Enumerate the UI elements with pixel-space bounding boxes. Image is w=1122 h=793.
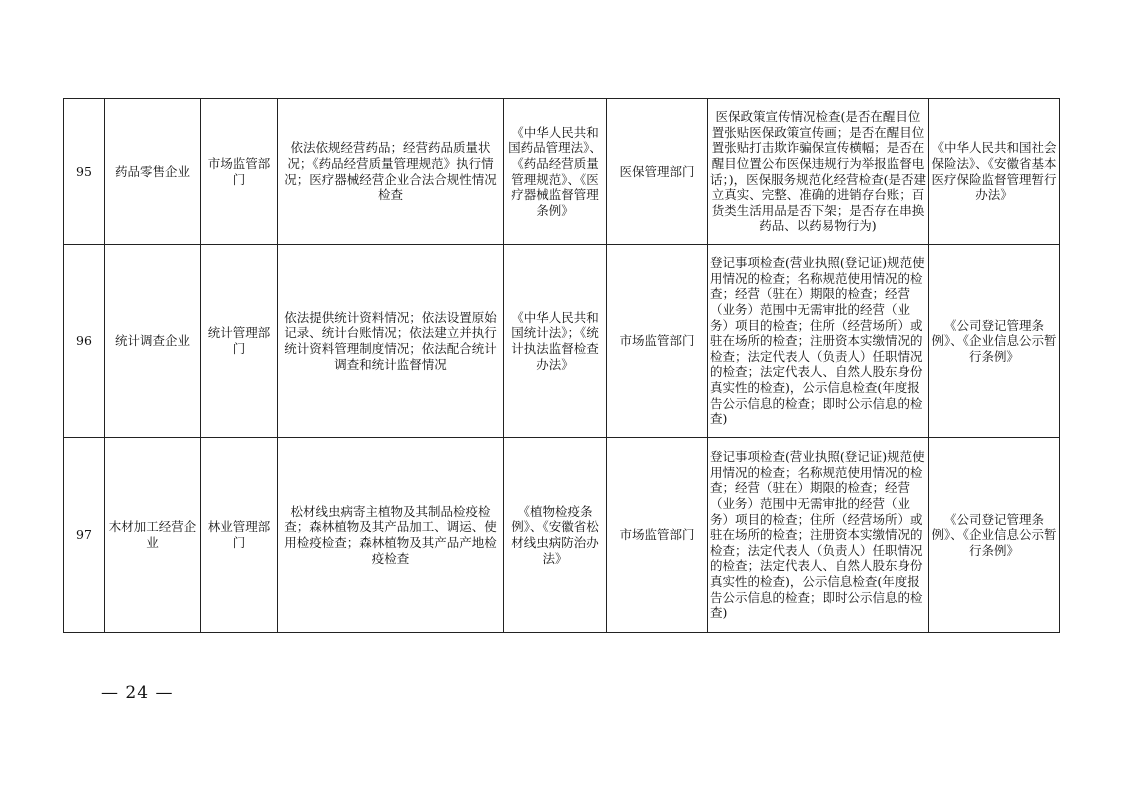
responsible-department: 市场监管部门	[201, 99, 278, 245]
joint-legal-basis: 《公司登记管理条例》、《企业信息公示暂行条例》	[929, 245, 1060, 438]
legal-basis: 《植物检疫条例》、《安徽省松材线虫病防治办法》	[504, 438, 607, 633]
inspection-content: 依法依规经营药品；经营药品质量状况；《药品经营质量管理规范》执行情况；医疗器械经营企业合法合规性情况检查	[278, 99, 504, 245]
joint-department: 市场监管部门	[607, 245, 708, 438]
joint-legal-basis: 《中华人民共和国社会保险法》、《安徽省基本医疗保险监督管理暂行办法》	[929, 99, 1060, 245]
responsible-department: 林业管理部门	[201, 438, 278, 633]
joint-inspection-content: 医保政策宣传情况检查(是否在醒目位置张贴医保政策宣传画；是否在醒目位置张贴打击欺诈骗保宣传横幅；是否在醒目位置公布医保违规行为举报监督电话；)，医保服务规范化经营检查(是否建立真实、完整、准确的进销存台账；百货类生活用品是否下架；是否存在串换药品、以药易物行为)	[708, 99, 929, 245]
row-number: 95	[64, 99, 105, 245]
legal-basis: 《中华人民共和国药品管理法》、《药品经营质量管理规范》、《医疗器械监督管理条例》	[504, 99, 607, 245]
legal-basis: 《中华人民共和国统计法》；《统计执法监督检查办法》	[504, 245, 607, 438]
enterprise-type: 统计调查企业	[105, 245, 201, 438]
joint-legal-basis: 《公司登记管理条例》、《企业信息公示暂行条例》	[929, 438, 1060, 633]
joint-inspection-content: 登记事项检查(营业执照(登记证)规范使用情况的检查；名称规范使用情况的检查；经营（驻在）期限的检查；经营（业务）范围中无需审批的经营（业务）项目的检查；住所（经营场所）或驻在场所的检查；注册资本实缴情况的检查；法定代表人（负责人）任职情况的检查；法定代表人、自然人股东身份真实性的检查)，公示信息检查(年度报告公示信息的检查；即时公示信息的检查)	[708, 438, 929, 633]
joint-department: 市场监管部门	[607, 438, 708, 633]
page-number: — 24 —	[101, 683, 174, 703]
responsible-department: 统计管理部门	[201, 245, 278, 438]
table-row	[64, 438, 1060, 633]
enterprise-type: 药品零售企业	[105, 99, 201, 245]
inspection-content: 依法提供统计资料情况；依法设置原始记录、统计台账情况；依法建立并执行统计资料管理制度情况；依法配合统计调查和统计监督情况	[278, 245, 504, 438]
inspection-content: 松材线虫病寄主植物及其制品检疫检查；森林植物及其产品加工、调运、使用检疫检查；森林植物及其产品产地检疫检查	[278, 438, 504, 633]
row-number: 97	[64, 438, 105, 633]
joint-inspection-content: 登记事项检查(营业执照(登记证)规范使用情况的检查；名称规范使用情况的检查；经营（驻在）期限的检查；经营（业务）范围中无需审批的经营（业务）项目的检查；住所（经营场所）或驻在场所的检查；注册资本实缴情况的检查；法定代表人（负责人）任职情况的检查；法定代表人、自然人股东身份真实性的检查)，公示信息检查(年度报告公示信息的检查；即时公示信息的检查)	[708, 245, 929, 438]
joint-department: 医保管理部门	[607, 99, 708, 245]
inspection-table	[63, 98, 1060, 633]
enterprise-type: 木材加工经营企业	[105, 438, 201, 633]
row-number: 96	[64, 245, 105, 438]
table-row	[64, 245, 1060, 438]
table-row	[64, 99, 1060, 245]
